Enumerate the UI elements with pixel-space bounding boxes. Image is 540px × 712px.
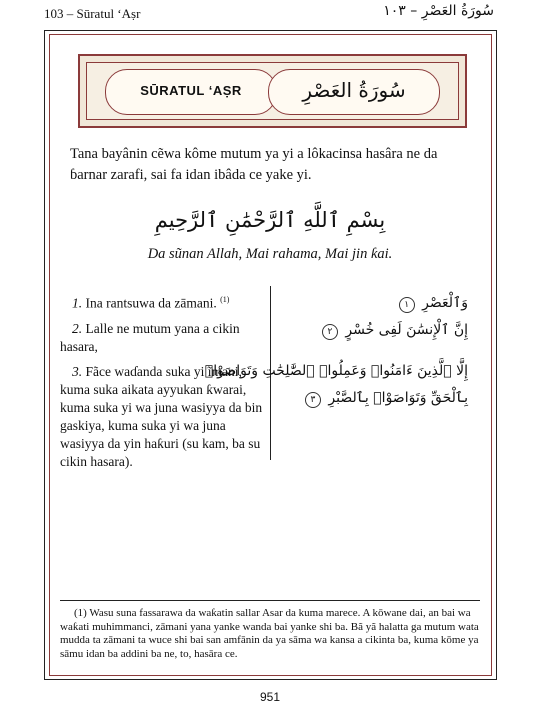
footnote-ref: (1): [220, 295, 230, 304]
footnote-rule: [60, 600, 480, 601]
title-cartouche: [105, 69, 277, 115]
arabic-text: إِلَّا ٱلَّذِينَ ءَامَنُوا۟ وَعَمِلُوا۟ ٱلصَّٰلِحَٰتِ وَتَوَاصَوْا۟: [204, 363, 468, 379]
basmala-arabic: بِسْمِ ٱللَّهِ ٱلرَّحْمَٰنِ ٱلرَّحِيمِ: [154, 208, 386, 232]
arabic-text: بِٱلْحَقِّ وَتَوَاصَوْا۟ بِٱلصَّبْرِ: [328, 390, 468, 406]
arabic-line: [282, 317, 468, 344]
running-head: [0, 0, 540, 26]
arabic-text: وَٱلْعَصْرِ: [422, 295, 468, 311]
verse-number: 3.: [72, 363, 83, 379]
arabic-line: [282, 290, 468, 317]
verse-number: 1.: [72, 295, 83, 311]
verse-1: [60, 291, 263, 313]
sura-banner: [78, 54, 467, 128]
sura-title: SŪRATUL ‘AṢR: [140, 83, 242, 98]
verse-2: [60, 320, 263, 356]
arabic-title-cartouche: [268, 69, 440, 115]
verse-marker: ٢: [322, 324, 338, 340]
running-head-right: سُورَةُ العَصْرِ – ١٠٣: [383, 3, 494, 19]
verse-text: Ina rantsuwa da zāmani.: [85, 295, 217, 311]
running-head-left: 103 – Sūratul ‘Aṣr: [44, 6, 141, 21]
verse-marker: ١: [399, 297, 415, 313]
verse-marker: ٣: [305, 392, 321, 408]
arabic-text: إِنَّ ٱلْإِنسَٰنَ لَفِى خُسْرٍ: [345, 322, 468, 338]
banner-inner: [86, 62, 459, 120]
arabic-line: [204, 358, 468, 385]
verse-text: Fãce waɗanda suka yi ĩmani, kuma suka aikata ayyukan ƙwarai, kuma suka yi wa juna wasiyya da bin gaskiya, kuma suka yi wa juna wasiyya da yin haƙuri (su kam, ba su cikin hasara).: [60, 363, 263, 469]
verse-number: 2.: [72, 320, 83, 336]
arabic-column: [204, 290, 468, 412]
verse-text: Lalle ne mutum yana a cikin hasara,: [60, 320, 240, 354]
footnote: (1) Wasu suna fassarawa da waƙatin sallar Asar da kuma marece. A kōwane dai, an bai wa waƙati muhimmanci, zāmani yana yanke wanda bai yanke shi ba. Bã yã halatta ga mutum wata mudda ta zāmani ta wuce shi bai san amfānin da ya sāma wa kansa a cikinta ba, kuma kōme ya sāmu idan ba addini ba ne, to, hasāra ce.: [60, 607, 479, 660]
sura-title-arabic: سُورَةُ العَصْرِ: [302, 78, 406, 102]
sura-intro: Tana bayânin cẽwa kôme mutum ya yi a lôkacinsa hasâra ne da ɓarnar zarafi, sai fa idan ibâda ce yake yi.: [70, 146, 438, 183]
arabic-line: [282, 385, 468, 412]
basmala-translation: Da sũnan Allah, Mai rahama, Mai jin ƙai.: [147, 246, 393, 262]
page-number: 951: [259, 690, 281, 704]
